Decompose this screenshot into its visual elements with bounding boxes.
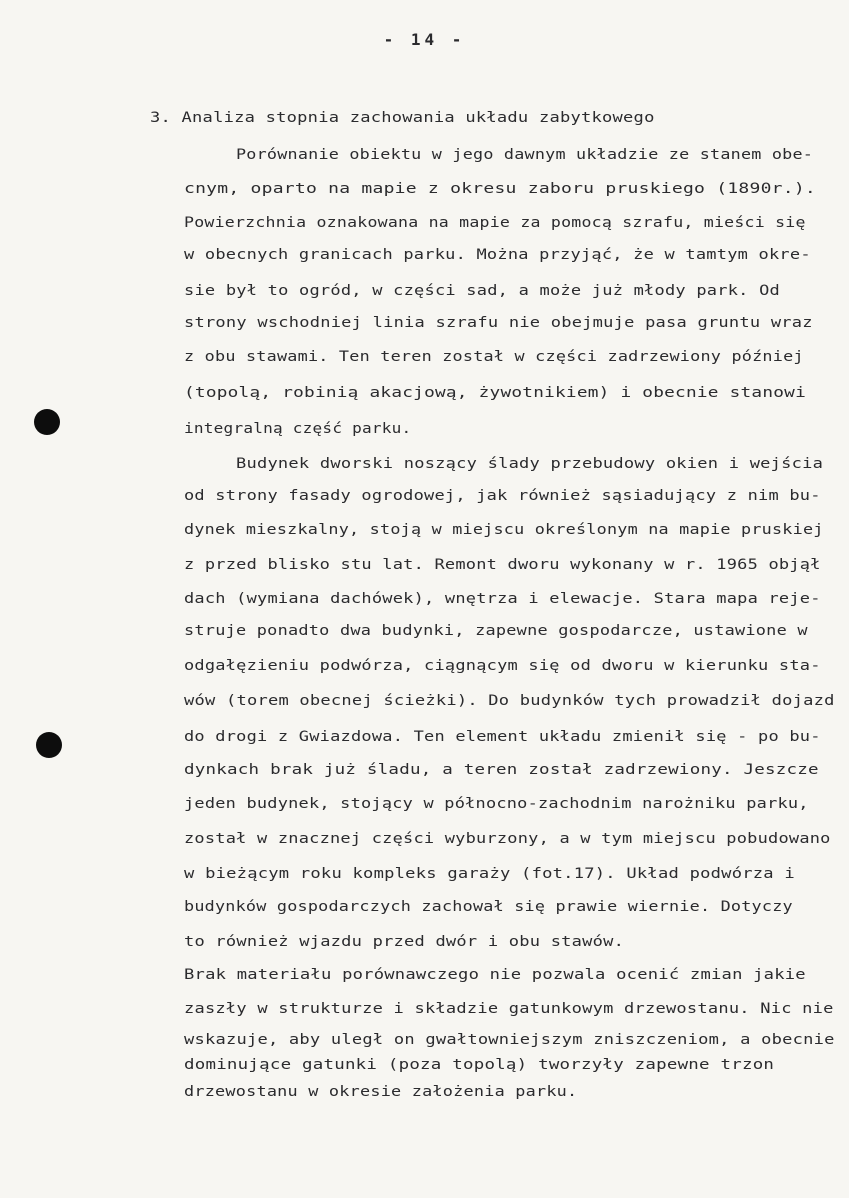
text-line: Budynek dworski noszący ślady przebudowy okien i wejścia [236, 456, 824, 472]
text-line: jeden budynek, stojący w północno-zachodnim narożniku parku, [184, 796, 809, 812]
text-line: wskazuje, aby uległ on gwałtowniejszym zniszczeniom, a obecnie [184, 1032, 835, 1048]
text-line: do drogi z Gwiazdowa. Ten element układu zmienił się - po bu- [184, 729, 821, 745]
text-line: budynków gospodarczych zachował się prawie wiernie. Dotyczy [184, 899, 793, 915]
text-line: cnym, oparto na mapie z okresu zaboru pruskiego (1890r.). [184, 181, 817, 197]
text-line: w bieżącym roku kompleks garaży (fot.17). Układ podwórza i [184, 866, 795, 882]
text-line: strony wschodniej linia szrafu nie obejmuje pasa gruntu wraz [184, 315, 813, 331]
text-line: integralną część parku. [184, 421, 412, 437]
text-line: z obu stawami. Ten teren został w części zadrzewiony później [184, 349, 804, 365]
text-line: dynkach brak już śladu, a teren został zadrzewiony. Jeszcze [184, 762, 819, 778]
punch-hole-bottom [36, 732, 62, 758]
text-line: od strony fasady ogrodowej, jak również sąsiadujący z nim bu- [184, 488, 821, 504]
text-line: Brak materiału porównawczego nie pozwala ocenić zmian jakie [184, 967, 806, 983]
text-line: (topolą, robinią akacjową, żywotnikiem) i obecnie stanowi [184, 385, 806, 401]
text-line: zaszły w strukturze i składzie gatunkowym drzewostanu. Nic nie [184, 1001, 834, 1017]
text-line: Porównanie obiektu w jego dawnym układzie ze stanem obe- [236, 147, 814, 163]
text-line: w obecnych granicach parku. Można przyjąć, że w tamtym okre- [184, 247, 811, 263]
punch-hole-top [34, 409, 60, 435]
text-line: z przed blisko stu lat. Remont dworu wykonany w r. 1965 objął [184, 557, 821, 573]
page-number: - 14 - [383, 30, 466, 49]
text-line: został w znacznej części wyburzony, a w tym miejscu pobudowano [184, 831, 831, 847]
text-line: to również wjazdu przed dwór i obu stawów. [184, 934, 625, 950]
text-line: Powierzchnia oznakowana na mapie za pomocą szrafu, mieści się [184, 215, 806, 231]
text-line: sie był to ogród, w części sad, a może już młody park. Od [184, 283, 780, 299]
section-heading: 3. Analiza stopnia zachowania układu zabytkowego [150, 110, 655, 126]
text-line: dynek mieszkalny, stoją w miejscu określonym na mapie pruskiej [184, 522, 824, 538]
text-line: drzewostanu w okresie założenia parku. [184, 1084, 578, 1100]
text-line: struje ponadto dwa budynki, zapewne gospodarcze, ustawione w [184, 623, 808, 639]
text-line: odgałęzieniu podwórza, ciągnącym się od dworu w kierunku sta- [184, 658, 821, 674]
text-line: wów (torem obecnej ścieżki). Do budynków tych prowadził dojazd [184, 693, 835, 709]
text-line: dominujące gatunki (poza topolą) tworzyły zapewne trzon [184, 1057, 775, 1073]
text-line: dach (wymiana dachówek), wnętrza i elewacje. Stara mapa reje- [184, 591, 821, 607]
